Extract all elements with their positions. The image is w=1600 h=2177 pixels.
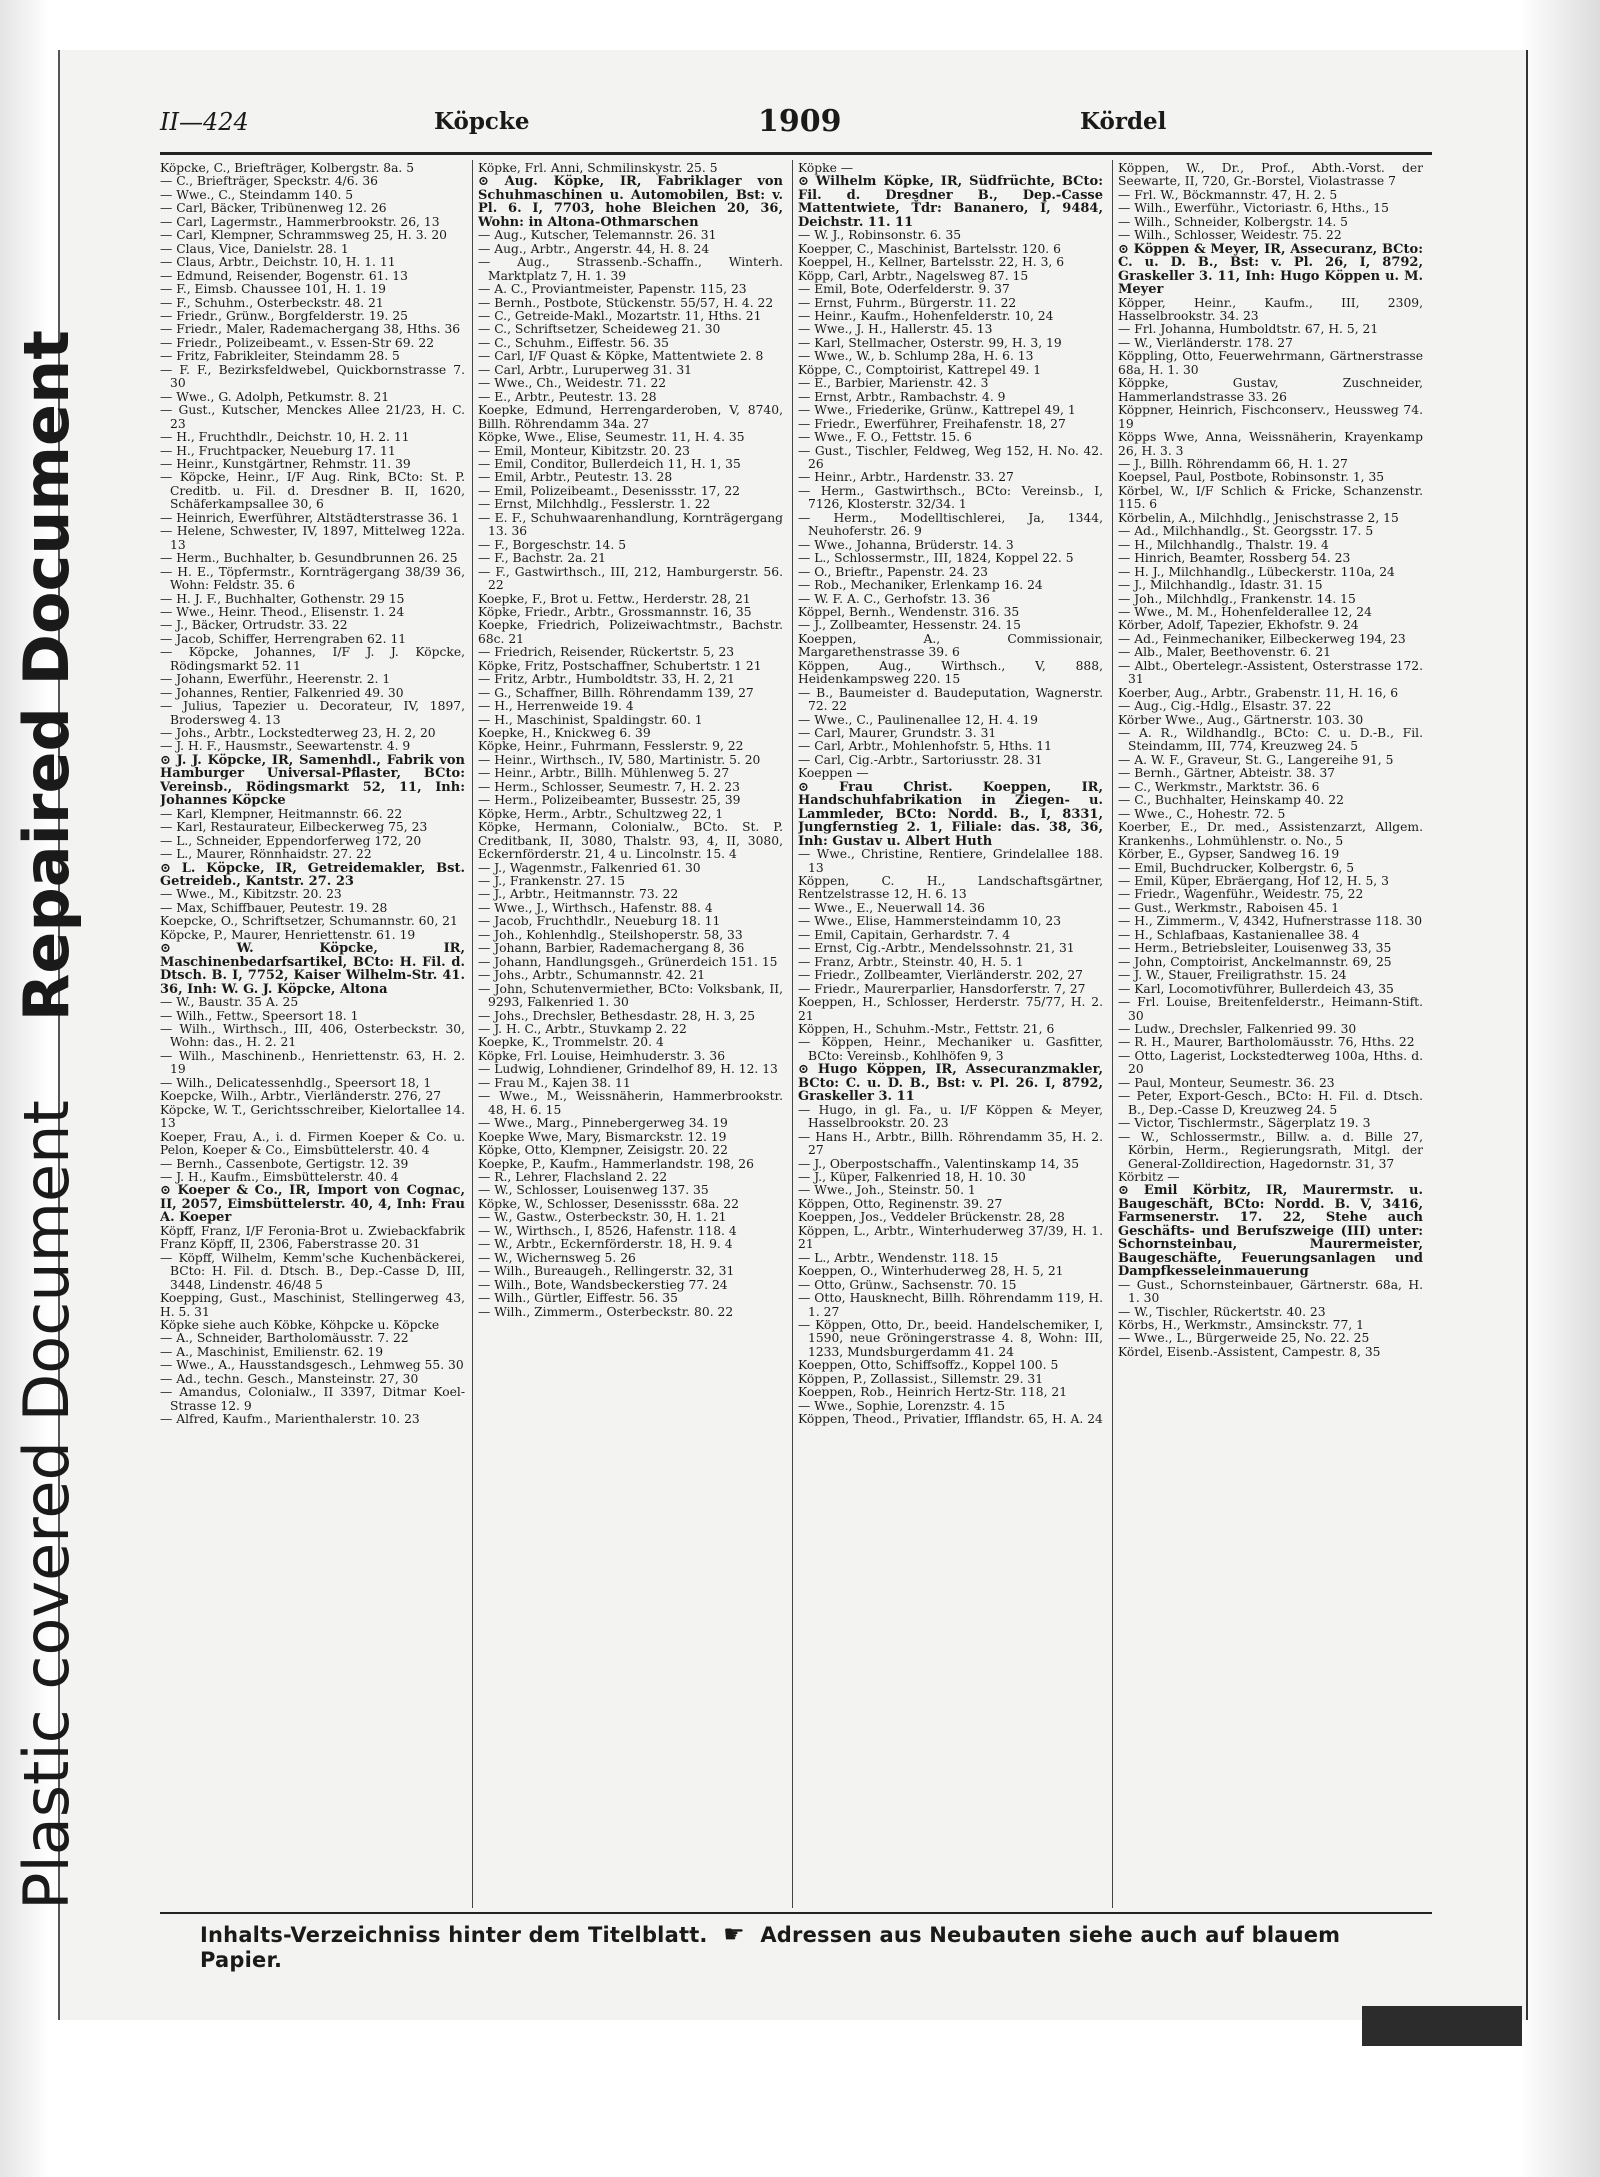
directory-entry: — Wilh., Ewerführ., Victoriastr. 6, Hths., 15 [1118,201,1389,216]
directory-entry: — Claus, Arbtr., Deichstr. 10, H. 1. 11 [160,255,396,270]
directory-entry: Koepper, C., Maschinist, Bartelsstr. 120. 6 [798,241,1061,256]
directory-entry: — Johs., Drechsler, Bethesdastr. 28, H. 3, 25 [478,1008,756,1023]
directory-entry: Koeper, Frau, A., i. d. Firmen Koeper & Co. u. Pelon, Koeper & Co., Eimsbüttelerstr. 40. 4 [160,1129,465,1158]
directory-entry: — Karl, Klempner, Heitmannstr. 66. 22 [160,806,403,821]
side-label [7,115,87,2125]
directory-entry: Koeppen, O., Winterhuderweg 28, H. 5, 21 [798,1264,1064,1279]
directory-entry: ⊙ Frau Christ. Koeppen, IR, Handschuhfabrikation in Ziegen- u. Lammleder, BCto: Nordd. B., I, 8331, Jungfernstieg 2. 1, Filiale: das. 38, 36, Inh: Gustav u. Albert Huth [798,779,1103,849]
directory-entry: Köppner, Heinrich, Fischconserv., Heussweg 74. 19 [1118,403,1423,431]
directory-entry: — Wwe., Johanna, Brüderstr. 14. 3 [798,537,1014,552]
directory-entry: Köppen, W., Dr., Prof., Abth.-Vorst. der Seewarte, II, 720, Gr.-Borstel, Violastrasse 7 [1118,162,1423,189]
last-entry-name: Kördel [1080,108,1167,135]
directory-entry: — Aug., Kutscher, Telemannstr. 26. 31 [478,228,717,243]
directory-entry: — Emil, Küper, Ebräergang, Hof 12, H. 5, 3 [1118,874,1389,889]
directory-entry: — Claus, Vice, Danielstr. 28. 1 [160,241,349,256]
directory-entry: — E. F., Schuhwaarenhandlung, Kornträgergang 13. 36 [478,510,783,539]
directory-entry: — Köpcke, Heinr., I/F Aug. Rink, BCto: St. P. Creditb. u. Fil. d. Dresdner B. II, 1620, Schäferkampsallee 30, 6 [160,470,465,512]
directory-entry: — Carl, Bäcker, Tribünenweg 12. 26 [160,201,387,216]
directory-entry: — W., Wichernsweg 5. 26 [478,1250,636,1265]
directory-entry: — Wwe., Christine, Rentiere, Grindelallee 188. 13 [798,847,1103,875]
directory-entry: — Herm., Gastwirthsch., BCto: Vereinsb., I, 7126, Klosterstr. 32/34. 1 [798,483,1103,512]
directory-entry: — F., Bachstr. 2a. 21 [478,551,606,566]
directory-entry: — Victor, Tischlermstr., Sägerplatz 19. 3 [1118,1116,1371,1131]
directory-entry: — Wwe., C., Steindamm 140. 5 [160,187,354,202]
directory-entry: — Johs., Arbtr., Lockstedterweg 23, H. 2, 20 [160,726,436,741]
directory-entry: Körber, E., Gypser, Sandweg 16. 19 [1118,847,1340,862]
directory-entry: — Wwe., Joh., Steinstr. 50. 1 [798,1183,976,1198]
page-number: II—424 [160,108,249,136]
directory-entry: — Carl, Arbtr., Luruperweg 31. 31 [478,362,693,377]
directory-entry: — Aug., Arbtr., Angerstr. 44, H. 8. 24 [478,241,710,256]
footer-index-note: Inhalts-Verzeichniss hinter dem Titelblatt. [200,1923,708,1947]
directory-entry: — W. J., Robinsonstr. 6. 35 [798,228,962,243]
directory-entry: Koepcke, O., Schriftsetzer, Schumannstr. 60, 21 [160,914,458,929]
directory-entry: — Otto, Hausknecht, Billh. Röhrendamm 119, H. 1. 27 [798,1291,1103,1319]
directory-entry: — Gust., Tischler, Feldweg, Weg 152, H. No. 42. 26 [798,443,1103,471]
directory-entry: — Bernh., Gärtner, Abteistr. 38. 37 [1118,766,1336,781]
directory-entry: — Joh., Kohlenhdlg., Steilshoperstr. 58, 33 [478,927,743,942]
directory-entry: — Emil, Polizeibeamt., Desenissstr. 17, 22 [478,483,740,498]
directory-entry: — E., Barbier, Marienstr. 42. 3 [798,376,989,391]
directory-entry: — Wilh., Bureaugeh., Rellingerstr. 32, 31 [478,1264,735,1279]
directory-entry: — Wwe., G. Adolph, Petkumstr. 8. 21 [160,389,390,404]
directory-entry: — O., Brieftr., Papenstr. 24. 23 [798,564,988,579]
directory-entry: — F., Gastwirthsch., III, 212, Hamburgerstr. 56. 22 [478,564,783,593]
directory-entry: — Wwe., E., Neuerwall 14. 36 [798,900,985,915]
directory-entry: — Wwe., J. H., Hallerstr. 45. 13 [798,322,993,337]
directory-entry: — Hugo, in gl. Fa., u. I/F Köppen & Meyer, Hasselbrookstr. 20. 23 [798,1102,1103,1131]
directory-entry: — H. E., Töpfermstr., Kornträgergang 38/39 36, Wohn: Feldstr. 35. 6 [160,564,465,593]
directory-entry: ⊙ Hugo Köppen, IR, Assecuranzmakler, BCto: C. u. D. B., Bst: v. Pl. 26. I, 8792, Graskeller 3. 11 [798,1062,1103,1105]
directory-entry: — Ludw., Drechsler, Falkenried 99. 30 [1118,1022,1357,1036]
directory-entry: Koeppen, A., Commissionair, Margarethenstrasse 39. 6 [798,631,1103,660]
directory-entry: — Herm., Betriebsleiter, Louisenweg 33, 35 [1118,941,1392,956]
directory-entry: — Peter, Export-Gesch., BCto: H. Fil. d. Dtsch. B., Dep.-Casse D, Kreuzweg 24. 5 [1118,1089,1423,1117]
directory-entry: — C., Buchhalter, Heinskamp 40. 22 [1118,793,1344,808]
directory-entry: — Frl. Louise, Breitenfelderstr., Heimann-Stift. 30 [1118,995,1423,1023]
directory-entry: Köppen, C. H., Landschaftsgärtner, Rentzelstrasse 12, H. 6. 13 [798,874,1103,902]
directory-entry: — Frl. W., Böckmannstr. 47, H. 2. 5 [1118,187,1338,202]
directory-entry: — A. R., Wildhandlg., BCto: C. u. D.-B., Fil. Steindamm, III, 774, Kreuzweg 24. 5 [1118,726,1423,754]
directory-entry: — J., Arbtr., Heitmannstr. 73. 22 [478,887,679,902]
directory-entry: — Herm., Modelltischlerei, Ja, 1344, Neuhoferstr. 26. 9 [798,510,1103,539]
directory-entry: Köpke, Frl. Louise, Heimhuderstr. 3. 36 [478,1048,726,1063]
directory-entry: Köppel, Bernh., Wendenstr. 316. 35 [798,604,1020,619]
directory-entry: — Heinr., Arbtr., Billh. Mühlenweg 5. 27 [478,766,730,781]
directory-entry: — W., Schlosser, Louisenweg 137. 35 [478,1183,709,1198]
directory-entry: — H., Herrenweide 19. 4 [478,699,634,714]
directory-entry: — J., Milchhandlg., Idastr. 31. 15 [1118,578,1323,593]
directory-entry: Köppen, Aug., Wirthsch., V, 888, Heidenkampsweg 220. 15 [798,658,1103,687]
directory-entry: — Wwe., Ch., Weidestr. 71. 22 [478,376,667,391]
directory-entry: — E., Arbtr., Peutestr. 13. 28 [478,389,657,404]
directory-entry: — Frl. Johanna, Humboldtstr. 67, H. 5, 21 [1118,322,1379,337]
directory-entry: — J., Wagenmstr., Falkenried 61. 30 [478,860,701,875]
directory-entry: — Edmund, Reisender, Bogenstr. 61. 13 [160,268,408,283]
directory-entry: — Wilh., Zimmerm., Osterbeckstr. 80. 22 [478,1304,734,1319]
directory-entry: Koerber, E., Dr. med., Assistenzarzt, Allgem. Krankenhs., Lohmühlenstr. o. No., 5 [1118,820,1423,848]
directory-entry: Köpke, W., Schlosser, Desenissstr. 68a. 22 [478,1196,739,1211]
directory-entry: — H., Fruchthdlr., Deichstr. 10, H. 2. 11 [160,430,410,445]
directory-entry: — H., Schlafbaas, Kastanienallee 38. 4 [1118,927,1360,942]
directory-entry: Köpke siehe auch Köbke, Köhpcke u. Köpcke [160,1317,440,1332]
directory-entry: Köpke, Fritz, Postschaffner, Schubertstr. 1 21 [478,658,762,673]
directory-entry: — Bernh., Postbote, Stückenstr. 55/57, H. 4. 22 [478,295,774,310]
directory-entry: — Jacob, Schiffer, Herrengraben 62. 11 [160,631,407,646]
directory-entry: — Ludwig, Lohndiener, Grindelhof 89, H. 12. 13 [478,1062,778,1077]
directory-entry: — Ernst, Milchhdlg., Fesslerstr. 1. 22 [478,497,711,512]
directory-entry: Koepke, F., Brot u. Fettw., Herderstr. 28, 21 [478,591,751,606]
directory-entry: — Wilh., Wirthsch., III, 406, Osterbeckstr. 30, Wohn: das., H. 2. 21 [160,1022,465,1050]
directory-entry: — Hinrich, Beamter, Rossberg 54. 23 [1118,551,1351,566]
directory-column-3 [798,162,1103,1907]
directory-entry: — J., Küper, Falkenried 18, H. 10. 30 [798,1169,1026,1184]
directory-entry: — Alb., Maler, Beethovenstr. 6. 21 [1118,645,1331,660]
directory-entry: — Gust., Werkmstr., Raboisen 45. 1 [1118,900,1340,915]
directory-entry: — Johannes, Rentier, Falkenried 49. 30 [160,685,404,700]
directory-entry: ⊙ Köppen & Meyer, IR, Assecuranz, BCto: C. u. D. B., Bst: v. Pl. 26, I, 8792, Graskeller 3. 11, Inh: Hugo Köppen u. M. Meyer [1118,241,1423,298]
directory-entry: Köppke, Gustav, Zuschneider, Hammerlandstrasse 33. 26 [1118,376,1423,404]
directory-entry: Köppen, Theod., Privatier, Ifflandstr. 65, H. A. 24 [798,1412,1103,1427]
directory-entry: — Wwe., J., Wirthsch., Hafenstr. 88. 4 [478,900,713,915]
directory-entry: — Wwe., C., Paulinenallee 12, H. 4. 19 [798,712,1038,727]
directory-entry: — L., Schlossermstr., III, 1824, Koppel 22. 5 [798,551,1074,566]
directory-entry: — Johann, Handlungsgeh., Grünerdeich 151. 15 [478,954,778,969]
directory-entry: — Wwe., W., b. Schlump 28a, H. 6. 13 [798,349,1034,364]
directory-entry: — L., Arbtr., Wendenstr. 118. 15 [798,1250,999,1265]
directory-entry: — R., Lehrer, Flachsland 2. 22 [478,1169,668,1184]
directory-entry: — Wwe., C., Hohestr. 72. 5 [1118,806,1286,821]
directory-entry: — H., Maschinist, Spaldingstr. 60. 1 [478,712,703,727]
directory-entry: — H., Milchhandlg., Thalstr. 19. 4 [1118,537,1329,552]
directory-entry: — Albt., Obertelegr.-Assistent, Osterstrasse 172. 31 [1118,658,1423,687]
directory-year: 1909 [758,104,842,139]
directory-entry: — Ernst, Cig.-Arbtr., Mendelssohnstr. 21, 31 [798,941,1075,956]
directory-entry: — B., Baumeister d. Baudeputation, Wagnerstr. 72. 22 [798,685,1103,714]
directory-entry: — Aug., Strassenb.-Schaffn., Winterh. Marktplatz 7, H. 1. 39 [478,255,783,283]
directory-entry: — J., Oberpostschaffn., Valentinskamp 14, 35 [798,1156,1080,1171]
directory-entry: — Ad., Milchhandlg., St. Georgsstr. 17. 5 [1118,524,1374,539]
directory-entry: — A., Schneider, Bartholomäusstr. 7. 22 [160,1331,409,1346]
directory-entry: — Gust., Kutscher, Menckes Allee 21/23, H. C. 23 [160,403,465,431]
directory-entry: — Friedr., Zollbeamter, Vierländerstr. 202, 27 [798,968,1083,983]
directory-entry: Köpke, Hermann, Colonialw., BCto. St. P. Creditbank, II, 3080, Thalstr. 93, 4, II, 3080, Eckernförderstr. 21, 4 u. Lincolnstr. 15. 4 [478,820,783,862]
directory-entry: Köpke, Frl. Anni, Schmilinskystr. 25. 5 [478,162,718,175]
directory-entry: Köpke, Friedr., Arbtr., Grossmannstr. 16, 35 [478,604,752,619]
directory-entry: — Wwe., L., Bürgerweide 25, No. 22. 25 [1118,1331,1370,1346]
directory-entry: — Köppen, Heinr., Mechaniker u. Gasfitter, BCto: Vereinsb., Kohlhöfen 9, 3 [798,1035,1103,1063]
side-label-plain: Plastic covered Document [10,1100,83,1910]
directory-entry: — F., Eimsb. Chaussee 101, H. 1. 19 [160,282,386,297]
directory-entry: — G., Schaffner, Billh. Röhrendamm 139, 27 [478,685,754,700]
directory-entry: — Carl, Klempner, Schrammsweg 25, H. 3. 20 [160,228,447,243]
directory-entry: Köppen, H., Schuhm.-Mstr., Fettstr. 21, 6 [798,1022,1055,1036]
directory-entry: — Friedr., Wagenführ., Weidestr. 75, 22 [1118,887,1364,902]
directory-entry: — H. J., Milchhandlg., Lübeckerstr. 110a, 24 [1118,564,1395,579]
directory-entry: Köppling, Otto, Feuerwehrmann, Gärtnerstrasse 68a, H. 1. 30 [1118,349,1423,377]
directory-entry: Köpff, Franz, I/F Feronia-Brot u. Zwiebackfabrik Franz Köpff, II, 2306, Faberstrasse 20. 31 [160,1223,465,1252]
directory-entry: — J., Bäcker, Ortrudstr. 33. 22 [160,618,348,633]
directory-entry: — W. F. A. C., Gerhofstr. 13. 36 [798,591,990,606]
directory-entry: — Friedr., Maler, Rademachergang 38, Hths. 36 [160,322,461,337]
directory-entry: — Emil, Conditor, Bullerdeich 11, H. 1, 35 [478,456,741,471]
directory-entry: — Franz, Arbtr., Steinstr. 40, H. 5. 1 [798,954,1024,969]
directory-entry: Koeppen, Jos., Veddeler Brückenstr. 28, 28 [798,1210,1065,1225]
directory-entry: — J. H., Kaufm., Eimsbüttelerstr. 40. 4 [160,1169,399,1184]
directory-entry: — Wilh., Fettw., Speersort 18. 1 [160,1008,359,1023]
directory-entry: — W., Baustr. 35 A. 25 [160,995,299,1010]
directory-entry: — Wilh., Gürtler, Eiffestr. 56. 35 [478,1291,678,1306]
directory-entry: Koepping, Gust., Maschinist, Stellingerweg 43, H. 5. 31 [160,1291,465,1319]
directory-entry: — A. C., Proviantmeister, Papenstr. 115, 23 [478,282,747,297]
directory-entry: — Wwe., Heinr. Theod., Elisenstr. 1. 24 [160,604,405,619]
directory-entry: — Herm., Polizeibeamter, Bussestr. 25, 39 [478,793,741,808]
directory-entry: — Ernst, Arbtr., Rambachstr. 4. 9 [798,389,1006,404]
directory-entry: — Carl, I/F Quast & Köpke, Mattentwiete 2. 8 [478,349,764,364]
directory-entry: — Friedr., Ewerführer, Freihafenstr. 18, 27 [798,416,1066,431]
directory-entry: — Gust., Schornsteinbauer, Gärtnerstr. 68a, H. 1. 30 [1118,1277,1423,1306]
directory-entry: — W., Gastw., Osterbeckstr. 30, H. 1. 21 [478,1210,727,1225]
directory-entry: — Paul, Monteur, Seumestr. 36. 23 [1118,1075,1335,1090]
directory-entry: Köpper, Heinr., Kaufm., III, 2309, Hasselbrookstr. 34. 23 [1118,295,1423,323]
directory-entry: — Wwe., Sophie, Lorenzstr. 4. 15 [798,1398,1006,1413]
directory-entry: — Emil, Buchdrucker, Kolbergstr. 6, 5 [1118,860,1355,875]
directory-entry: — Frau M., Kajen 38. 11 [478,1075,631,1090]
directory-entry: — Fritz, Fabrikleiter, Steindamm 28. 5 [160,349,400,364]
directory-entry: — W., Vierländerstr. 178. 27 [1118,335,1293,350]
directory-entry: Köppen, P., Zollassist., Sillemstr. 29. 31 [798,1371,1044,1386]
directory-entry: — Wwe., F. O., Fettstr. 15. 6 [798,430,972,445]
directory-entry: Körber, Adolf, Tapezier, Ekhofstr. 9. 24 [1118,618,1359,633]
directory-entry: — W., Wirthsch., I, 8526, Hafenstr. 118. 4 [478,1223,737,1238]
directory-entry: — Heinr., Kunstgärtner, Rehmstr. 11. 39 [160,456,411,471]
directory-entry: Köpke — [798,162,854,175]
directory-entry: — Wwe., M., Kibitzstr. 20. 23 [160,887,342,902]
directory-entry: — Amandus, Colonialw., II 3397, Ditmar Koel-Strasse 12. 9 [160,1385,465,1413]
directory-entry: — Karl, Stellmacher, Osterstr. 99, H. 3, 19 [798,335,1062,350]
directory-entry: Koeppen, H., Schlosser, Herderstr. 75/77, H. 2. 21 [798,995,1103,1023]
directory-entry: — Carl, Lagermstr., Hammerbrookstr. 26, 13 [160,214,440,229]
directory-entry: — Ad., Feinmechaniker, Eilbeckerweg 194, 23 [1118,631,1406,646]
directory-entry: — Jacob, Fruchthdlr., Neueburg 18. 11 [478,914,721,929]
directory-entry: — R. H., Maurer, Bartholomäusstr. 76, Hths. 22 [1118,1035,1415,1050]
directory-entry: Koepcke, Wilh., Arbtr., Vierländerstr. 276, 27 [160,1089,442,1104]
pointing-hand-icon: ☛ [723,1920,745,1948]
directory-entry: — Otto, Grünw., Sachsenstr. 70. 15 [798,1277,1017,1292]
directory-entry: — A. W. F., Graveur, St. G., Langereihe 91, 5 [1118,752,1394,767]
directory-entry: — Friedr., Polizeibeamt., v. Essen-Str 69. 22 [160,335,435,350]
directory-entry: — John, Schutenvermiether, BCto: Volksbank, II, 9293, Falkenried 1. 30 [478,981,783,1010]
directory-entry: — C., Schriftsetzer, Scheideweg 21. 30 [478,322,721,337]
directory-entry: Koepke Wwe, Mary, Bismarckstr. 12. 19 [478,1129,727,1144]
directory-entry: — Heinrich, Ewerführer, Altstädterstrasse 36. 1 [160,510,459,525]
directory-entry: — Köppen, Otto, Dr., beeid. Handelschemiker, I, 1590, neue Gröningerstrasse 4. 8, Wohn: III, 1233, Mundsburgerdamm 41. 24 [798,1317,1103,1359]
directory-entry: — Emil, Bote, Oderfelderstr. 9. 37 [798,282,1010,297]
directory-entry: Köpke, Heinr., Fuhrmann, Fesslerstr. 9, 22 [478,739,744,754]
footer-rule [160,1912,1432,1914]
directory-entry: Körber Wwe., Aug., Gärtnerstr. 103. 30 [1118,712,1364,727]
directory-column-2 [478,162,783,1907]
directory-entry: Koerber, Aug., Arbtr., Grabenstr. 11, H. 16, 6 [1118,685,1399,700]
directory-entry: — Carl, Arbtr., Mohlenhofstr. 5, Hths. 11 [798,739,1052,754]
directory-entry: — Hans H., Arbtr., Billh. Röhrendamm 35, H. 2. 27 [798,1129,1103,1158]
directory-entry: — Wilh., Schlosser, Weidestr. 75. 22 [1118,228,1342,243]
directory-entry: Körbelin, A., Milchhdlg., Jenischstrasse 2, 15 [1118,510,1399,525]
directory-entry: ⊙ Koeper & Co., IR, Import von Cognac, II, 2057, Eimsbüttelerstr. 40, 4, Inh: Frau A. Koeper [160,1183,465,1226]
directory-entry: Koepke, P., Kaufm., Hammerlandstr. 198, 26 [478,1156,754,1171]
directory-entry: Köppen, Otto, Reginenstr. 39. 27 [798,1196,1003,1211]
directory-entry: Köpcke, W. T., Gerichtsschreiber, Kielortallee 14. 13 [160,1102,465,1131]
directory-entry: Körbitz — [1118,1169,1180,1184]
directory-entry: — Friedrich, Reisender, Rückertstr. 5, 23 [478,645,735,660]
page-footer [200,1920,1400,1972]
directory-entry: Koepsel, Paul, Postbote, Robinsonstr. 1, 35 [1118,470,1385,485]
directory-entry: — Heinr., Arbtr., Hardenstr. 33. 27 [798,470,1014,485]
directory-entry: — Aug., Cig.-Hdlg., Elsastr. 37. 22 [1118,699,1332,714]
directory-entry: — J., Frankenstr. 27. 15 [478,874,625,889]
directory-entry: — Herm., Schlosser, Seumestr. 7, H. 2. 23 [478,779,740,794]
directory-entry: — Johann, Ewerführ., Heerenstr. 2. 1 [160,672,391,687]
directory-entry: — Wwe., Friederike, Grünw., Kattrepel 49, 1 [798,403,1076,418]
directory-entry: Köpp, Carl, Arbtr., Nagelsweg 87. 15 [798,268,1029,283]
directory-entry: Köpcke, P., Maurer, Henriettenstr. 61. 19 [160,927,416,942]
directory-entry: — Otto, Lagerist, Lockstedterweg 100a, Hths. d. 20 [1118,1048,1423,1077]
directory-entry: — Friedr., Maurerparlier, Hansdorferstr. 7, 27 [798,981,1086,996]
directory-entry: — W., Arbtr., Eckernförderstr. 18, H. 9. 4 [478,1237,733,1252]
directory-entry: Koeppen, Rob., Heinrich Hertz-Str. 118, 21 [798,1385,1068,1400]
directory-entry: — J. W., Stauer, Freiligrathstr. 15. 24 [1118,968,1347,983]
directory-entry: — Wilh., Delicatessenhdlg., Speersort 18, 1 [160,1075,432,1090]
directory-entry: — H., Zimmerm., V, 4342, Hufnerstrasse 118. 30 [1118,914,1423,929]
directory-entry: — J., Billh. Röhrendamm 66, H. 1. 27 [1118,456,1348,471]
directory-entry: — Max, Schiffbauer, Peutestr. 19. 28 [160,900,388,915]
directory-entry: — Emil, Arbtr., Peutestr. 13. 28 [478,470,673,485]
directory-entry: — H. J. F., Buchhalter, Gothenstr. 29 15 [160,591,405,606]
directory-entry: — J. H. F., Hausmstr., Seewartenstr. 4. 9 [160,739,411,754]
directory-entry: — Bernh., Cassenbote, Gertigstr. 12. 39 [160,1156,409,1171]
directory-entry: — Ad., techn. Gesch., Mansteinstr. 27, 30 [160,1371,419,1386]
directory-entry: — Rob., Mechaniker, Erlenkamp 16. 24 [798,578,1043,593]
directory-entry: — Karl, Locomotivführer, Bullerdeich 43, 35 [1118,981,1394,996]
directory-entry: Koepke, Friedrich, Polizeiwachtmstr., Bachstr. 68c. 21 [478,618,783,646]
directory-entry: — C., Getreide-Makl., Mozartstr. 11, Hths. 21 [478,308,762,323]
directory-entry: — Wilh., Schneider, Kolbergstr. 14. 5 [1118,214,1348,229]
directory-entry: — Julius, Tapezier u. Decorateur, IV, 1897, Brodersweg 4. 13 [160,699,465,727]
directory-entry: — Emil, Capitain, Gerhardstr. 7. 4 [798,927,1011,942]
directory-entry: — W., Tischler, Rückertstr. 40. 23 [1118,1304,1326,1319]
directory-entry: — Wilh., Bote, Wandsbeckerstieg 77. 24 [478,1277,728,1292]
directory-entry: — Wilh., Maschinenb., Henriettenstr. 63, H. 2. 19 [160,1048,465,1077]
directory-entry: Kördel, Eisenb.-Assistent, Campestr. 8, 35 [1118,1344,1381,1359]
directory-entry: Köppe, C., Comptoirist, Kattrepel 49. 1 [798,362,1042,377]
directory-entry: — Herm., Buchhalter, b. Gesundbrunnen 26. 25 [160,551,458,566]
page-header [160,104,1430,144]
directory-entry: Köppen, L., Arbtr., Winterhuderweg 37/39, H. 1. 21 [798,1223,1103,1252]
directory-entry: — H., Fruchtpacker, Neueburg 17. 11 [160,443,396,458]
directory-entry: — Wwe., M. M., Hohenfelderallee 12, 24 [1118,604,1372,619]
directory-column-1 [160,162,465,1907]
directory-entry: — Emil, Monteur, Kibitzstr. 20. 23 [478,443,690,458]
directory-entry: — L., Maurer, Rönnhaidstr. 27. 22 [160,847,372,862]
directory-entry: — Friedr., Grünw., Borgfelderstr. 19. 25 [160,308,408,323]
directory-entry: ⊙ L. Köpcke, IR, Getreidemakler, Bst. Getreideb., Kantstr. 27. 23 [160,860,465,890]
directory-entry: — Wwe., Marg., Pinnebergerweg 34. 19 [478,1116,728,1131]
directory-entry: — F. F., Bezirksfeldwebel, Quickbornstrasse 7. 30 [160,362,465,391]
directory-entry: ⊙ J. J. Köpcke, IR, Samenhdl., Fabrik von Hamburger Universal-Pflaster, BCto: Vereinsb., Rödingsmarkt 52, 11, Inh: Johannes Köpcke [160,752,465,809]
directory-entry: — C., Briefträger, Speckstr. 4/6. 36 [160,174,378,189]
header-rule [160,152,1432,155]
directory-entry: Köpke, Herm., Arbtr., Schultzweg 22, 1 [478,806,724,821]
first-entry-name: Köpcke [434,108,530,135]
directory-entry: — Alfred, Kaufm., Marienthalerstr. 10. 23 [160,1412,420,1427]
directory-entry: — J., Zollbeamter, Hessenstr. 24. 15 [798,618,1021,633]
directory-entry: Köpke, Otto, Klempner, Zeisigstr. 20. 22 [478,1143,728,1158]
directory-entry: — C., Schuhm., Eiffestr. 56. 35 [478,335,669,350]
column-divider [1112,160,1113,1908]
directory-entry: Köpcke, C., Briefträger, Kolbergstr. 8a. 5 [160,162,415,175]
directory-entry: ⊙ Wilhelm Köpke, IR, Südfrüchte, BCto: Fil. d. Dresdner B., Dep.-Casse Mattentwiete, Ťdr: Bananero, I, 9484, Deichstr. 11. 11 [798,174,1103,230]
directory-entry: Koeppel, H., Kellner, Bartelsstr. 22, H. 3, 6 [798,255,1065,270]
directory-entry: — C., Werkmstr., Marktstr. 36. 6 [1118,779,1320,794]
scan-edge-block [1362,2006,1522,2046]
directory-entry: — Köpff, Wilhelm, Kemm'sche Kuchenbäckerei, BCto: H. Fil. d. Dtsch. B., Dep.-Casse D, III, 3448, Lindenstr. 46/48 5 [160,1250,465,1292]
directory-entry: — Carl, Maurer, Grundstr. 3. 31 [798,726,997,741]
directory-entry: — F., Schuhm., Osterbeckstr. 48. 21 [160,295,384,310]
directory-entry: — Wwe., Elise, Hammersteindamm 10, 23 [798,914,1062,929]
directory-entry: Köpps Wwe, Anna, Weissnäherin, Krayenkamp 26, H. 3. 3 [1118,430,1423,458]
side-label-bold: Repaired Document [10,330,83,1022]
directory-entry: — Karl, Restaurateur, Eilbeckerweg 75, 23 [160,820,428,835]
column-divider [792,160,793,1908]
directory-entry: — Wwe., M., Weissnäherin, Hammerbrookstr. 48, H. 6. 15 [478,1089,783,1117]
directory-entry: — Johann, Barbier, Rademachergang 8, 36 [478,941,745,956]
directory-entry: — Wwe., A., Hausstandsgesch., Lehmweg 55. 30 [160,1358,464,1373]
directory-entry: — F., Borgeschstr. 14. 5 [478,537,627,552]
directory-entry: ⊙ W. Köpcke, IR, Maschinenbedarfsartikel, BCto: H. Fil. d. Dtsch. B. I, 7752, Kaiser Wilhelm-Str. 41. 36, Inh: W. G. J. Köpcke, Altona [160,941,465,997]
directory-entry: Koeppen — [798,766,869,781]
directory-entry: ⊙ Aug. Köpke, IR, Fabriklager von Schuhmaschinen u. Automobilen, Bst: v. Pl. 6. I, 7703, hohe Bleichen 20, 36, Wohn: in Altona-Othmarschen [478,174,783,230]
directory-entry: — L., Schneider, Eppendorferweg 172, 20 [160,833,422,848]
column-divider [472,160,473,1908]
directory-entry: — Carl, Cig.-Arbtr., Sartoriusstr. 28. 31 [798,752,1043,767]
directory-entry: Körbs, H., Werkmstr., Amsinckstr. 77, 1 [1118,1317,1364,1332]
directory-entry: ⊙ Emil Körbitz, IR, Maurermstr. u. Baugeschäft, BCto: Nordd. B. V, 3416, Farmsenerstr. 17. 22, Stehe auch Geschäfts- und Berufszweige (III) unter: Schornsteinbau, Maurermeister, Baugeschäfte, Feuerungsanlagen und Dampfkesseleinmauerung [1118,1183,1423,1280]
directory-entry: Köpke, Wwe., Elise, Seumestr. 11, H. 4. 35 [478,430,745,445]
directory-entry: — Köpcke, Johannes, I/F J. J. Köpcke, Rödingsmarkt 52. 11 [160,645,465,673]
directory-entry: Koeppen, Otto, Schiffsoffz., Koppel 100. 5 [798,1358,1059,1373]
directory-entry: — W., Schlossermstr., Billw. a. d. Bille 27, Körbin, Herm., Regierungsrath, Mitgl. der General-Zolldirection, Hagedornstr. 31, 37 [1118,1129,1423,1171]
footer-newbuild-note: Adressen aus Neubauten siehe auch auf blauem Papier. [200,1923,1341,1972]
directory-entry: Koepke, Edmund, Herrengarderoben, V, 8740, Billh. Röhrendamm 34a. 27 [478,403,783,431]
directory-column-4 [1118,162,1423,1907]
directory-entry: — Fritz, Arbtr., Humboldtstr. 33, H. 2, 21 [478,672,735,687]
directory-entry: — Heinr., Wirthsch., IV, 580, Martinistr. 5. 20 [478,752,761,767]
directory-entry: Körbel, W., I/F Schlich & Fricke, Schanzenstr. 115. 6 [1118,483,1423,512]
directory-entry: Koepke, K., Trommelstr. 20. 4 [478,1035,664,1050]
directory-entry: Koepke, H., Knickweg 6. 39 [478,726,651,741]
directory-entry: — J. H. C., Arbtr., Stuvkamp 2. 22 [478,1022,687,1036]
directory-entry: — Johs., Arbtr., Schumannstr. 42. 21 [478,968,706,983]
directory-entry: — A., Maschinist, Emilienstr. 62. 19 [160,1344,384,1359]
directory-entry: — Helene, Schwester, IV, 1897, Mittelweg 122a. 13 [160,524,465,552]
directory-entry: — Heinr., Kaufm., Hohenfelderstr. 10, 24 [798,308,1054,323]
directory-entry: — Joh., Milchhdlg., Frankenstr. 14. 15 [1118,591,1356,606]
directory-entry: — John, Comptoirist, Anckelmannstr. 69, 25 [1118,954,1392,969]
directory-entry: — Ernst, Fuhrm., Bürgerstr. 11. 22 [798,295,1017,310]
